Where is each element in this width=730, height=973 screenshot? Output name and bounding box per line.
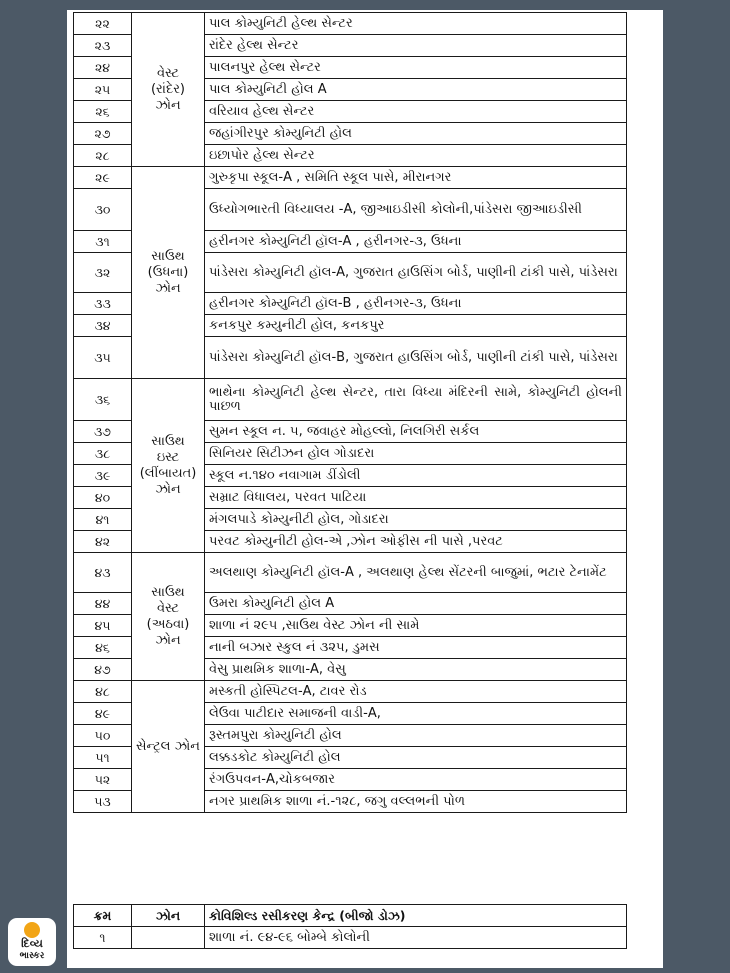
serial-number: ૩૧ (74, 231, 132, 253)
sun-icon (24, 922, 40, 938)
serial-number: ૪૧ (74, 509, 132, 531)
serial-number: ૨૩ (74, 35, 132, 57)
centre-name: સ્કૂલ ન.૧૪૦ નવાગામ ડીંડોલી (205, 465, 627, 487)
centre-name: હરીનગર કોમ્યુનિટી હૉલ-A , હરીનગર-૩, ઉધના (205, 231, 627, 253)
serial-number: ૨૬ (74, 101, 132, 123)
table-row (74, 681, 627, 703)
serial-number: ૪૦ (74, 487, 132, 509)
serial-number: ૩૩ (74, 293, 132, 315)
serial-number: ૨૪ (74, 57, 132, 79)
centre-name: સુમન સ્કૂલ ન. ૫, જવાહર મોહલ્લો, નિલગિરી સર્કલ (205, 421, 627, 443)
centre-name: પરવટ કોમ્યુનીટી હોલ-એ ,ઝોન ઓફીસ ની પાસે ,પરવટ (205, 531, 627, 553)
zone-west: વેસ્ટ (રાંદેર) ઝોન (132, 13, 205, 167)
centre-name: ગુરુકૃપા સ્કૂલ-A , સમિતિ સ્કૂલ પાસે, મીરાનગર (205, 167, 627, 189)
centre-name: મંગલપાડે કોમ્યુનીટી હોલ, ગોડાદરા (205, 509, 627, 531)
serial-number: ૩૨ (74, 253, 132, 293)
serial-number: ૩૪ (74, 315, 132, 337)
centre-name: નાની બઝાર સ્કુલ નં ૩૨૫, ડુમસ (205, 637, 627, 659)
centre-name: પાલ કોમ્યુનિટી હોલ A (205, 79, 627, 101)
table-row (74, 167, 627, 189)
centre-name: રાંદેર હેલ્થ સેન્ટર (205, 35, 627, 57)
centre-name: મસ્કતી હોસ્પિટલ-A, ટાવર રોડ (205, 681, 627, 703)
centre-name: સિનિયર સિટીઝન હોલ ગોડાદરા (205, 443, 627, 465)
serial-number: ૨૨ (74, 13, 132, 35)
serial-number: ૫૩ (74, 791, 132, 813)
serial-number: ૪૬ (74, 637, 132, 659)
zone-cell (132, 927, 205, 949)
header-centre: કોવિશિલ્ડ રસીકરણ કેન્દ્ર (બીજો ડોઝ) (205, 905, 627, 927)
serial-number: ૪૨ (74, 531, 132, 553)
logo-line2: ભાસ્કર (19, 951, 45, 961)
centre-name: સમ્રાટ વિધાલય, પરવત પાટિયા (205, 487, 627, 509)
zone-southwest: સાઉથ વેસ્ટ (અઠવા) ઝોન (132, 553, 205, 681)
serial-number: ૫૦ (74, 725, 132, 747)
centre-name: ઉધ્યોગભારતી વિધ્યાલય -A, જીઆઇડીસી કોલોની,પાંડેસરા જીઆઇડીસી (205, 189, 627, 231)
centre-name: જહાંગીરપુર કોમ્યુનિટી હોલ (205, 123, 627, 145)
centre-name: પાંડેસરા કોમ્યુનિટી હૉલ-A, ગુજરાત હાઉસિંગ બોર્ડ, પાણીની ટાંકી પાસે, પાંડેસરા (205, 253, 627, 293)
serial-number: ૨૫ (74, 79, 132, 101)
centre-name: હરીનગર કોમ્યુનિટી હૉલ-B , હરીનગર-૩, ઉધના (205, 293, 627, 315)
centre-name: ઇછાપોર હેલ્થ સેન્ટર (205, 145, 627, 167)
serial-number: ૫૨ (74, 769, 132, 791)
vaccination-centres-table (73, 12, 627, 813)
centre-name: અલથાણ કોમ્યુનિટી હૉલ-A , અલથાણ હેલ્થ સેંટરની બાજુમાં, ભટાર ટેનામેંટ (205, 553, 627, 593)
serial-number: ૩૫ (74, 337, 132, 379)
serial-number: ૩૬ (74, 379, 132, 421)
centre-name: શાળા નં ૨૯૫ ,સાઉથ વેસ્ટ ઝોન ની સામે (205, 615, 627, 637)
serial-number: ૩૮ (74, 443, 132, 465)
table-body (74, 13, 627, 813)
zone-south: સાઉથ (ઉધના) ઝોન (132, 167, 205, 379)
header-serial: ક્રમ (74, 905, 132, 927)
serial-number: ૨૯ (74, 167, 132, 189)
table-row (74, 13, 627, 35)
centre-name: ભાથેના કોમ્યુનિટી હેલ્થ સેન્ટર, તારા વિધ્યા મંદિરની સામે, કોમ્યુનિટી હોલની પાછળ (205, 379, 627, 421)
serial-number: ૩૦ (74, 189, 132, 231)
serial-number: ૨૭ (74, 123, 132, 145)
divya-bhaskar-logo (8, 918, 56, 966)
zone-southeast: સાઉથ ઇસ્ટ (લીંબાયત) ઝોન (132, 379, 205, 553)
header-row (74, 905, 627, 927)
covishield-second-dose-table (73, 904, 627, 949)
document-page (67, 10, 663, 968)
centre-name: પાંડેસરા કોમ્યુનિટી હૉલ-B, ગુજરાત હાઉસિંગ બોર્ડ, પાણીની ટાંકી પાસે, પાંડેસરા (205, 337, 627, 379)
serial-number: ૪૩ (74, 553, 132, 593)
serial-number: ૩૯ (74, 465, 132, 487)
centre-name: પાલનપુર હેલ્થ સેન્ટર (205, 57, 627, 79)
centre-name: વેસુ પ્રાથમિક શાળા-A, વેસુ (205, 659, 627, 681)
table-row (74, 553, 627, 593)
serial-number: ૪૯ (74, 703, 132, 725)
serial-number: ૪૫ (74, 615, 132, 637)
serial-number: ૩૭ (74, 421, 132, 443)
centre-name: કનકપુર કમ્યુનીટી હોલ, કનકપુર (205, 315, 627, 337)
table-row (74, 379, 627, 421)
logo-line1: દિવ્ય (21, 937, 43, 950)
centre-name: રૂસ્તમપુરા કોમ્યુનિટી હોલ (205, 725, 627, 747)
centre-name: નગર પ્રાથમિક શાળા નં.-૧૨૮, જગુ વલ્લભની પોળ (205, 791, 627, 813)
serial-number: ૪૪ (74, 593, 132, 615)
serial-number: ૫૧ (74, 747, 132, 769)
table-row (74, 927, 627, 949)
serial-number: ૪૮ (74, 681, 132, 703)
centre-name: લેઉવા પાટીદાર સમાજની વાડી-A, (205, 703, 627, 725)
serial-number: ૧ (74, 927, 132, 949)
serial-number: ૨૮ (74, 145, 132, 167)
header-zone: ઝોન (132, 905, 205, 927)
zone-central: સેન્ટ્રલ ઝોન (132, 681, 205, 813)
centre-name: શાળા નં. ૯૪-૯૬ બોમ્બે કોલોની (205, 927, 627, 949)
centre-name: વરિયાવ હેલ્થ સેન્ટર (205, 101, 627, 123)
centre-name: ઉમરા કોમ્યુનિટી હોલ A (205, 593, 627, 615)
serial-number: ૪૭ (74, 659, 132, 681)
centre-name: લક્કડકોટ કોમ્યુનિટી હોલ (205, 747, 627, 769)
centre-name: પાલ કોમ્યુનિટી હેલ્થ સેન્ટર (205, 13, 627, 35)
centre-name: રંગઉપવન-A,ચોકબજાર (205, 769, 627, 791)
